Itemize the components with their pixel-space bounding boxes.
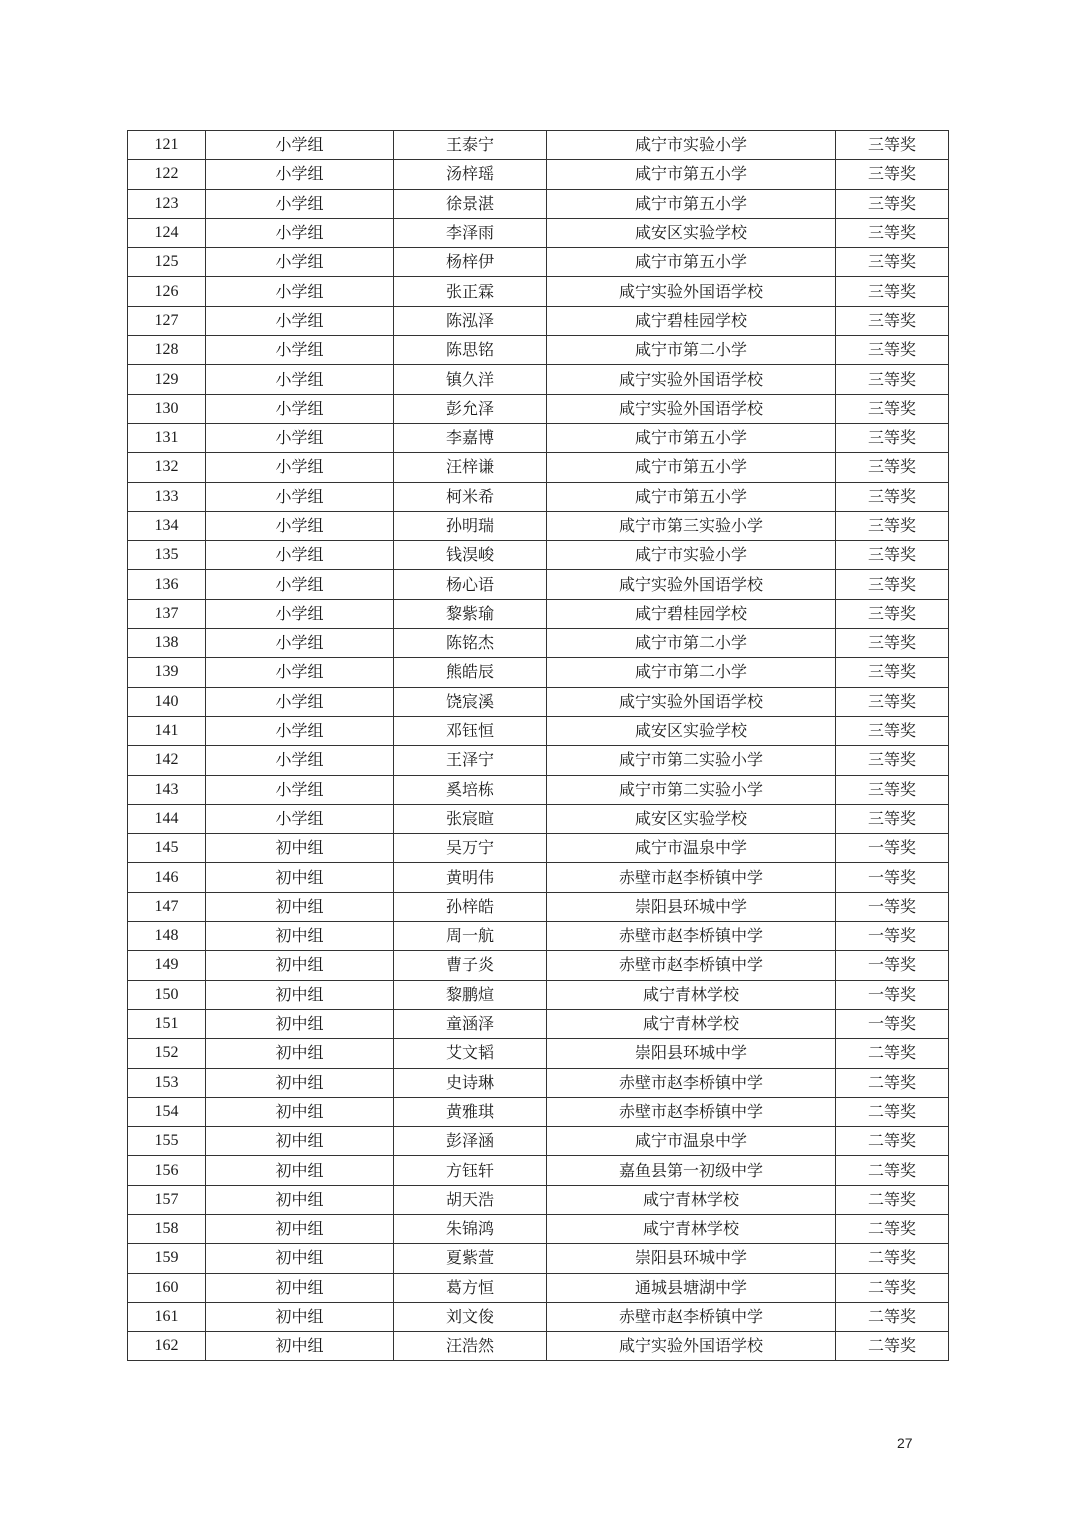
row-number-cell: 128 xyxy=(128,336,206,365)
table-row xyxy=(128,541,949,570)
row-number-cell: 127 xyxy=(128,306,206,335)
school-cell: 咸宁碧桂园学校 xyxy=(547,306,836,335)
table-row xyxy=(128,629,949,658)
student-name-cell: 朱锦鸿 xyxy=(394,1214,547,1243)
row-number-cell: 121 xyxy=(128,131,206,160)
group-cell: 初中组 xyxy=(206,1302,394,1331)
award-cell: 二等奖 xyxy=(836,1273,949,1302)
table-row xyxy=(128,482,949,511)
award-cell: 一等奖 xyxy=(836,951,949,980)
table-row xyxy=(128,248,949,277)
student-name-cell: 曹子炎 xyxy=(394,951,547,980)
school-cell: 咸宁市第二实验小学 xyxy=(547,775,836,804)
row-number-cell: 157 xyxy=(128,1185,206,1214)
award-cell: 三等奖 xyxy=(836,482,949,511)
award-cell: 一等奖 xyxy=(836,922,949,951)
row-number-cell: 134 xyxy=(128,511,206,540)
school-cell: 赤壁市赵李桥镇中学 xyxy=(547,1068,836,1097)
award-cell: 三等奖 xyxy=(836,629,949,658)
student-name-cell: 陈思铭 xyxy=(394,336,547,365)
table-row xyxy=(128,511,949,540)
table-row xyxy=(128,922,949,951)
school-cell: 咸安区实验学校 xyxy=(547,218,836,247)
row-number-cell: 129 xyxy=(128,365,206,394)
school-cell: 咸宁市第五小学 xyxy=(547,453,836,482)
student-name-cell: 孙明瑞 xyxy=(394,511,547,540)
student-name-cell: 钱淏峻 xyxy=(394,541,547,570)
group-cell: 小学组 xyxy=(206,189,394,218)
award-cell: 三等奖 xyxy=(836,306,949,335)
table-row xyxy=(128,218,949,247)
row-number-cell: 131 xyxy=(128,423,206,452)
school-cell: 崇阳县环城中学 xyxy=(547,1039,836,1068)
row-number-cell: 140 xyxy=(128,687,206,716)
table-row xyxy=(128,277,949,306)
row-number-cell: 125 xyxy=(128,248,206,277)
group-cell: 小学组 xyxy=(206,365,394,394)
group-cell: 初中组 xyxy=(206,1156,394,1185)
school-cell: 咸宁市第五小学 xyxy=(547,423,836,452)
school-cell: 咸宁碧桂园学校 xyxy=(547,599,836,628)
school-cell: 咸宁实验外国语学校 xyxy=(547,687,836,716)
award-cell: 二等奖 xyxy=(836,1214,949,1243)
school-cell: 咸宁市第五小学 xyxy=(547,482,836,511)
award-cell: 二等奖 xyxy=(836,1156,949,1185)
school-cell: 咸宁市第五小学 xyxy=(547,160,836,189)
award-cell: 三等奖 xyxy=(836,599,949,628)
group-cell: 初中组 xyxy=(206,892,394,921)
table-row xyxy=(128,834,949,863)
row-number-cell: 150 xyxy=(128,980,206,1009)
group-cell: 初中组 xyxy=(206,1214,394,1243)
table-row xyxy=(128,1127,949,1156)
student-name-cell: 柯米希 xyxy=(394,482,547,511)
student-name-cell: 杨心语 xyxy=(394,570,547,599)
table-row xyxy=(128,951,949,980)
group-cell: 初中组 xyxy=(206,834,394,863)
row-number-cell: 139 xyxy=(128,658,206,687)
group-cell: 初中组 xyxy=(206,1068,394,1097)
row-number-cell: 143 xyxy=(128,775,206,804)
school-cell: 赤壁市赵李桥镇中学 xyxy=(547,951,836,980)
award-cell: 一等奖 xyxy=(836,863,949,892)
award-cell: 二等奖 xyxy=(836,1068,949,1097)
group-cell: 小学组 xyxy=(206,131,394,160)
student-name-cell: 王泽宁 xyxy=(394,746,547,775)
award-cell: 二等奖 xyxy=(836,1332,949,1361)
group-cell: 小学组 xyxy=(206,658,394,687)
award-cell: 二等奖 xyxy=(836,1039,949,1068)
row-number-cell: 162 xyxy=(128,1332,206,1361)
row-number-cell: 152 xyxy=(128,1039,206,1068)
award-cell: 一等奖 xyxy=(836,980,949,1009)
student-name-cell: 张正霖 xyxy=(394,277,547,306)
school-cell: 咸宁实验外国语学校 xyxy=(547,365,836,394)
school-cell: 咸宁市实验小学 xyxy=(547,541,836,570)
group-cell: 小学组 xyxy=(206,306,394,335)
table-row xyxy=(128,1097,949,1126)
award-cell: 三等奖 xyxy=(836,453,949,482)
student-name-cell: 胡天浩 xyxy=(394,1185,547,1214)
table-row xyxy=(128,1244,949,1273)
award-cell: 三等奖 xyxy=(836,277,949,306)
group-cell: 小学组 xyxy=(206,716,394,745)
group-cell: 小学组 xyxy=(206,746,394,775)
student-name-cell: 夏紫萱 xyxy=(394,1244,547,1273)
row-number-cell: 126 xyxy=(128,277,206,306)
group-cell: 小学组 xyxy=(206,804,394,833)
table-row xyxy=(128,131,949,160)
table-row xyxy=(128,1273,949,1302)
table-row xyxy=(128,453,949,482)
student-name-cell: 史诗琳 xyxy=(394,1068,547,1097)
table-row xyxy=(128,1068,949,1097)
school-cell: 赤壁市赵李桥镇中学 xyxy=(547,1302,836,1331)
award-cell: 二等奖 xyxy=(836,1097,949,1126)
award-cell: 三等奖 xyxy=(836,423,949,452)
table-row xyxy=(128,306,949,335)
row-number-cell: 141 xyxy=(128,716,206,745)
student-name-cell: 刘文俊 xyxy=(394,1302,547,1331)
award-cell: 二等奖 xyxy=(836,1185,949,1214)
group-cell: 初中组 xyxy=(206,1039,394,1068)
row-number-cell: 124 xyxy=(128,218,206,247)
student-name-cell: 熊皓辰 xyxy=(394,658,547,687)
group-cell: 初中组 xyxy=(206,1097,394,1126)
award-cell: 三等奖 xyxy=(836,218,949,247)
award-cell: 二等奖 xyxy=(836,1127,949,1156)
row-number-cell: 145 xyxy=(128,834,206,863)
award-cell: 一等奖 xyxy=(836,892,949,921)
row-number-cell: 156 xyxy=(128,1156,206,1185)
row-number-cell: 130 xyxy=(128,394,206,423)
student-name-cell: 葛方恒 xyxy=(394,1273,547,1302)
row-number-cell: 146 xyxy=(128,863,206,892)
group-cell: 初中组 xyxy=(206,922,394,951)
school-cell: 咸宁市第二实验小学 xyxy=(547,746,836,775)
student-name-cell: 周一航 xyxy=(394,922,547,951)
award-cell: 二等奖 xyxy=(836,1244,949,1273)
group-cell: 初中组 xyxy=(206,863,394,892)
table-row xyxy=(128,1009,949,1038)
school-cell: 赤壁市赵李桥镇中学 xyxy=(547,863,836,892)
award-cell: 一等奖 xyxy=(836,834,949,863)
table-row xyxy=(128,1332,949,1361)
student-name-cell: 黄雅琪 xyxy=(394,1097,547,1126)
student-name-cell: 杨梓伊 xyxy=(394,248,547,277)
row-number-cell: 122 xyxy=(128,160,206,189)
student-name-cell: 黎紫瑜 xyxy=(394,599,547,628)
student-name-cell: 方钰轩 xyxy=(394,1156,547,1185)
school-cell: 咸宁市第二小学 xyxy=(547,658,836,687)
group-cell: 小学组 xyxy=(206,336,394,365)
school-cell: 崇阳县环城中学 xyxy=(547,892,836,921)
group-cell: 小学组 xyxy=(206,394,394,423)
table-row xyxy=(128,1214,949,1243)
school-cell: 咸宁市第五小学 xyxy=(547,189,836,218)
award-cell: 一等奖 xyxy=(836,1009,949,1038)
awards-table-body xyxy=(128,131,949,1361)
student-name-cell: 王泰宁 xyxy=(394,131,547,160)
row-number-cell: 160 xyxy=(128,1273,206,1302)
school-cell: 咸宁市实验小学 xyxy=(547,131,836,160)
table-row xyxy=(128,804,949,833)
group-cell: 小学组 xyxy=(206,599,394,628)
row-number-cell: 148 xyxy=(128,922,206,951)
award-cell: 三等奖 xyxy=(836,394,949,423)
school-cell: 咸宁市第二小学 xyxy=(547,336,836,365)
student-name-cell: 饶宸溪 xyxy=(394,687,547,716)
award-cell: 三等奖 xyxy=(836,775,949,804)
group-cell: 小学组 xyxy=(206,160,394,189)
group-cell: 初中组 xyxy=(206,951,394,980)
student-name-cell: 邓钰恒 xyxy=(394,716,547,745)
student-name-cell: 彭泽涵 xyxy=(394,1127,547,1156)
school-cell: 咸安区实验学校 xyxy=(547,716,836,745)
row-number-cell: 149 xyxy=(128,951,206,980)
page-number: 27 xyxy=(897,1435,913,1451)
award-cell: 三等奖 xyxy=(836,336,949,365)
student-name-cell: 吴万宁 xyxy=(394,834,547,863)
award-cell: 三等奖 xyxy=(836,511,949,540)
student-name-cell: 艾文韬 xyxy=(394,1039,547,1068)
school-cell: 咸宁青林学校 xyxy=(547,1185,836,1214)
table-row xyxy=(128,336,949,365)
table-row xyxy=(128,746,949,775)
table-row xyxy=(128,1156,949,1185)
group-cell: 小学组 xyxy=(206,570,394,599)
row-number-cell: 142 xyxy=(128,746,206,775)
school-cell: 通城县塘湖中学 xyxy=(547,1273,836,1302)
award-cell: 三等奖 xyxy=(836,541,949,570)
table-row xyxy=(128,658,949,687)
group-cell: 初中组 xyxy=(206,1273,394,1302)
row-number-cell: 132 xyxy=(128,453,206,482)
award-cell: 三等奖 xyxy=(836,365,949,394)
table-row xyxy=(128,570,949,599)
student-name-cell: 镇久洋 xyxy=(394,365,547,394)
award-cell: 三等奖 xyxy=(836,716,949,745)
row-number-cell: 135 xyxy=(128,541,206,570)
row-number-cell: 136 xyxy=(128,570,206,599)
table-row xyxy=(128,1039,949,1068)
school-cell: 咸宁实验外国语学校 xyxy=(547,394,836,423)
group-cell: 小学组 xyxy=(206,453,394,482)
student-name-cell: 徐景湛 xyxy=(394,189,547,218)
school-cell: 咸宁市温泉中学 xyxy=(547,1127,836,1156)
student-name-cell: 奚培栋 xyxy=(394,775,547,804)
table-row xyxy=(128,394,949,423)
award-cell: 三等奖 xyxy=(836,570,949,599)
school-cell: 咸宁市第五小学 xyxy=(547,248,836,277)
row-number-cell: 154 xyxy=(128,1097,206,1126)
group-cell: 初中组 xyxy=(206,980,394,1009)
row-number-cell: 144 xyxy=(128,804,206,833)
school-cell: 嘉鱼县第一初级中学 xyxy=(547,1156,836,1185)
row-number-cell: 133 xyxy=(128,482,206,511)
school-cell: 咸宁实验外国语学校 xyxy=(547,570,836,599)
awards-table xyxy=(127,130,949,1361)
school-cell: 咸宁青林学校 xyxy=(547,1009,836,1038)
group-cell: 小学组 xyxy=(206,629,394,658)
group-cell: 小学组 xyxy=(206,482,394,511)
table-row xyxy=(128,1185,949,1214)
row-number-cell: 155 xyxy=(128,1127,206,1156)
school-cell: 咸宁市第二小学 xyxy=(547,629,836,658)
row-number-cell: 137 xyxy=(128,599,206,628)
student-name-cell: 童涵泽 xyxy=(394,1009,547,1038)
student-name-cell: 黎鹏煊 xyxy=(394,980,547,1009)
table-row xyxy=(128,980,949,1009)
student-name-cell: 汪浩然 xyxy=(394,1332,547,1361)
award-cell: 三等奖 xyxy=(836,804,949,833)
student-name-cell: 黄明伟 xyxy=(394,863,547,892)
group-cell: 小学组 xyxy=(206,423,394,452)
school-cell: 崇阳县环城中学 xyxy=(547,1244,836,1273)
group-cell: 小学组 xyxy=(206,541,394,570)
student-name-cell: 张宸暄 xyxy=(394,804,547,833)
student-name-cell: 汤梓瑶 xyxy=(394,160,547,189)
row-number-cell: 123 xyxy=(128,189,206,218)
row-number-cell: 153 xyxy=(128,1068,206,1097)
student-name-cell: 李泽雨 xyxy=(394,218,547,247)
group-cell: 初中组 xyxy=(206,1009,394,1038)
award-cell: 三等奖 xyxy=(836,189,949,218)
school-cell: 赤壁市赵李桥镇中学 xyxy=(547,922,836,951)
row-number-cell: 151 xyxy=(128,1009,206,1038)
table-row xyxy=(128,863,949,892)
table-row xyxy=(128,687,949,716)
school-cell: 赤壁市赵李桥镇中学 xyxy=(547,1097,836,1126)
school-cell: 咸宁青林学校 xyxy=(547,980,836,1009)
award-cell: 三等奖 xyxy=(836,687,949,716)
table-row xyxy=(128,1302,949,1331)
award-cell: 三等奖 xyxy=(836,160,949,189)
school-cell: 咸宁青林学校 xyxy=(547,1214,836,1243)
row-number-cell: 161 xyxy=(128,1302,206,1331)
school-cell: 咸宁实验外国语学校 xyxy=(547,277,836,306)
school-cell: 咸宁市第三实验小学 xyxy=(547,511,836,540)
table-row xyxy=(128,599,949,628)
table-row xyxy=(128,423,949,452)
table-row xyxy=(128,775,949,804)
row-number-cell: 138 xyxy=(128,629,206,658)
student-name-cell: 陈铭杰 xyxy=(394,629,547,658)
group-cell: 小学组 xyxy=(206,687,394,716)
student-name-cell: 陈泓泽 xyxy=(394,306,547,335)
row-number-cell: 158 xyxy=(128,1214,206,1243)
group-cell: 小学组 xyxy=(206,218,394,247)
student-name-cell: 孙梓皓 xyxy=(394,892,547,921)
group-cell: 初中组 xyxy=(206,1127,394,1156)
table-row xyxy=(128,365,949,394)
award-cell: 三等奖 xyxy=(836,131,949,160)
school-cell: 咸宁市温泉中学 xyxy=(547,834,836,863)
table-row xyxy=(128,160,949,189)
table-row xyxy=(128,892,949,921)
award-cell: 三等奖 xyxy=(836,248,949,277)
group-cell: 初中组 xyxy=(206,1332,394,1361)
student-name-cell: 彭允泽 xyxy=(394,394,547,423)
row-number-cell: 159 xyxy=(128,1244,206,1273)
table-row xyxy=(128,716,949,745)
school-cell: 咸安区实验学校 xyxy=(547,804,836,833)
group-cell: 小学组 xyxy=(206,511,394,540)
student-name-cell: 李嘉博 xyxy=(394,423,547,452)
award-cell: 二等奖 xyxy=(836,1302,949,1331)
group-cell: 小学组 xyxy=(206,775,394,804)
school-cell: 咸宁实验外国语学校 xyxy=(547,1332,836,1361)
group-cell: 小学组 xyxy=(206,248,394,277)
table-row xyxy=(128,189,949,218)
group-cell: 小学组 xyxy=(206,277,394,306)
award-cell: 三等奖 xyxy=(836,746,949,775)
group-cell: 初中组 xyxy=(206,1185,394,1214)
student-name-cell: 汪梓谦 xyxy=(394,453,547,482)
group-cell: 初中组 xyxy=(206,1244,394,1273)
row-number-cell: 147 xyxy=(128,892,206,921)
award-cell: 三等奖 xyxy=(836,658,949,687)
